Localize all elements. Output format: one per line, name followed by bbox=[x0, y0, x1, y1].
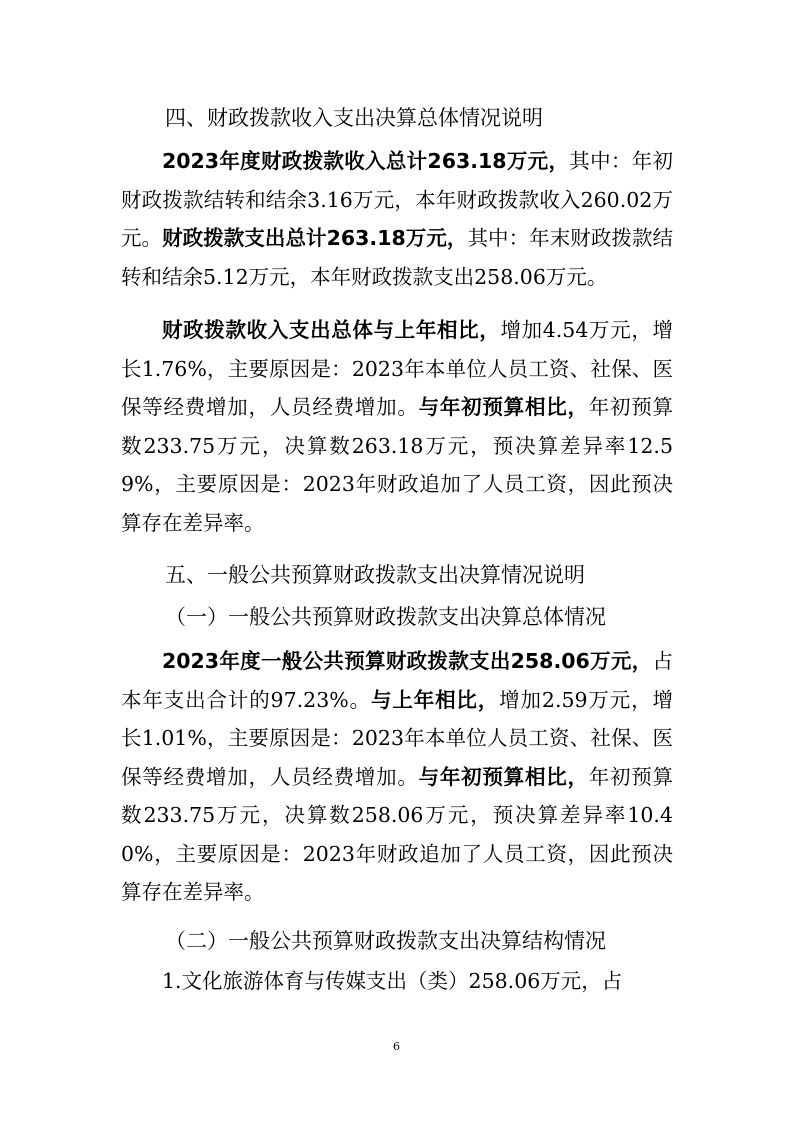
expense-share-text: 占本年支出合计的97.23%。 bbox=[121, 649, 673, 712]
paragraph-fiscal-comparison bbox=[121, 311, 673, 542]
prior-year-comparison-label-2: 与上年相比， bbox=[370, 687, 500, 712]
budget-comparison-text-2: 年初预算数233.75万元，决算数258.06万元，预决算差异率10.40%，主要原因是：2023年财政追加了人员工资，因此预决算存在差异率。 bbox=[121, 764, 674, 904]
subsection-heading-structure: （二）一般公共预算财政拨款支出决算结构情况 bbox=[165, 929, 606, 953]
fiscal-income-total-text: 2023年度财政拨款收入总计263.18万元， bbox=[162, 149, 570, 173]
subsection-heading-overall: （一）一般公共预算财政拨款支出决算总体情况 bbox=[165, 605, 606, 629]
prior-year-comparison-text-2: 增加2.59万元，增长1.01%，主要原因是：2023年本单位人员工资、社保、医保等经费增加，人员经费增加。 bbox=[121, 687, 674, 789]
budget-comparison-label-2: 与年初预算相比， bbox=[418, 764, 589, 789]
paragraph-fiscal-total bbox=[121, 142, 673, 296]
fiscal-income-detail-text: 其中：年初财政拨款结转和结余3.16万元，本年财政拨款收入260.02万元。 bbox=[121, 149, 673, 250]
paragraph-general-budget-overall bbox=[121, 642, 673, 912]
fiscal-expense-detail-text: 其中：年末财政拨款结转和结余5.12万元，本年财政拨款支出258.06万元。 bbox=[121, 226, 674, 289]
budget-comparison-text: 年初预算数233.75万元，决算数263.18万元，预决算差异率12.59%，主要原因是：2023年财政追加了人员工资，因此预决算存在差异率。 bbox=[121, 395, 674, 535]
page-number: 6 bbox=[393, 1040, 400, 1053]
section-heading-general-budget: 五、一般公共预算财政拨款支出决算情况说明 bbox=[165, 563, 585, 587]
prior-year-comparison-text: 增加4.54万元，增长1.76%，主要原因是：2023年本单位人员工资、社保、医保等经费增加，人员经费增加。 bbox=[121, 318, 673, 419]
section-heading-fiscal-overview: 四、财政拨款收入支出决算总体情况说明 bbox=[165, 106, 543, 130]
prior-year-comparison-label: 财政拨款收入支出总体与上年相比， bbox=[162, 318, 501, 342]
budget-comparison-label: 与年初预算相比， bbox=[418, 395, 589, 419]
paragraph-structure-item-1: 1.文化旅游体育与传媒支出（类）258.06万元，占 bbox=[162, 969, 623, 993]
general-budget-expense-total-text: 2023年度一般公共预算财政拨款支出258.06万元， bbox=[162, 649, 653, 673]
fiscal-expense-total-text: 财政拨款支出总计263.18万元， bbox=[162, 226, 468, 250]
